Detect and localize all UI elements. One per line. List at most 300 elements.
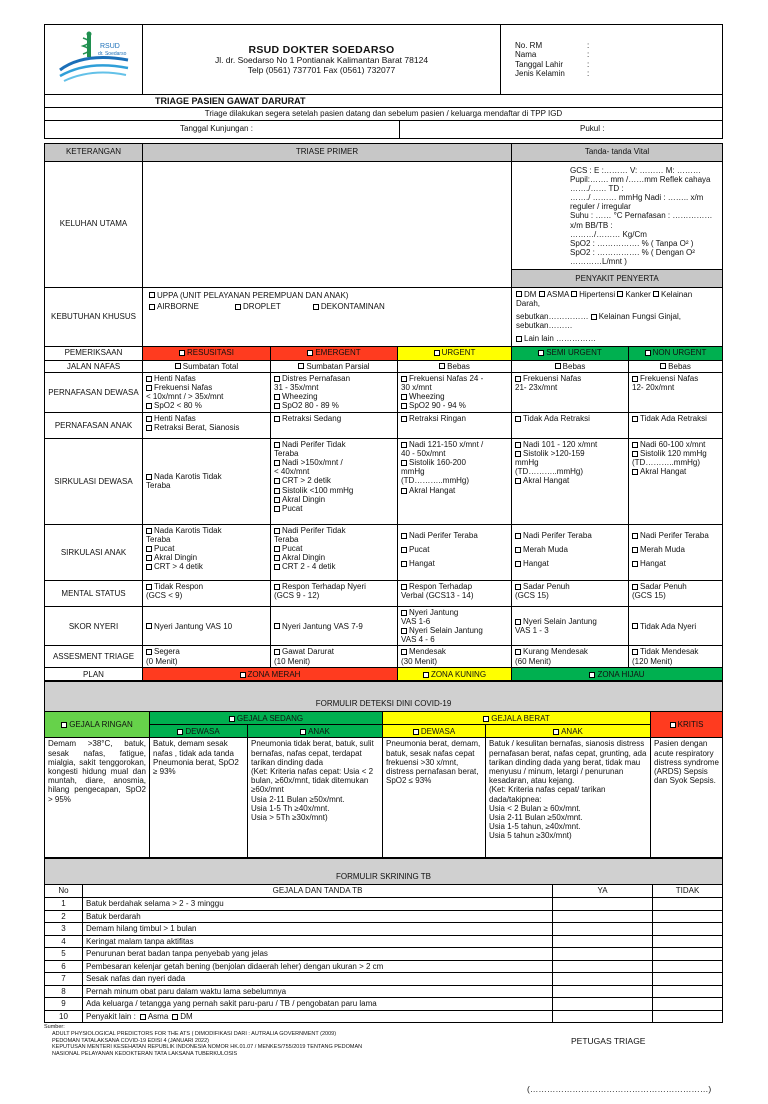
jenis-kelamin-value[interactable]: : bbox=[587, 68, 590, 78]
field-tanggal-lahir: Tanggal Lahir bbox=[515, 59, 564, 69]
droplet-label: DROPLET bbox=[243, 301, 281, 311]
criteria-checkbox[interactable] bbox=[632, 623, 638, 629]
criteria-label: Nyeri Jantung VAS 1-6 bbox=[401, 607, 459, 626]
tb-symptom bbox=[83, 1010, 553, 1023]
tb-tidak-cell[interactable] bbox=[653, 948, 723, 961]
kritis-criteria: Pasien dengan acute respiratory distress syndrome (ARDS) Sepsis dan Syok Sepsis. bbox=[651, 738, 723, 858]
kelainan-darah-detail[interactable]: sebutkan…………… bbox=[516, 311, 589, 321]
triage-cell bbox=[512, 524, 629, 580]
criteria-checkbox[interactable] bbox=[632, 547, 638, 553]
criteria-label: Hangat bbox=[523, 559, 549, 569]
col-tanda-vital: Tanda- tanda Vital bbox=[512, 143, 723, 161]
tb-ya-cell[interactable] bbox=[553, 1010, 653, 1023]
criteria-checkbox[interactable] bbox=[660, 363, 666, 369]
tb-symptom-label: Sesak nafas dan nyeri dada bbox=[86, 974, 186, 984]
lain-lain-label[interactable]: Lain lain …………… bbox=[524, 334, 597, 344]
kelainan-darah-checkbox[interactable] bbox=[653, 291, 659, 297]
asma-checkbox[interactable] bbox=[539, 291, 545, 297]
criteria-label: Tidak Ada Nyeri bbox=[640, 621, 697, 631]
nama-value[interactable]: : bbox=[587, 50, 590, 60]
triage-row-label: MENTAL STATUS bbox=[45, 580, 143, 606]
criteria-checkbox[interactable] bbox=[274, 564, 280, 570]
criteria-checkbox[interactable] bbox=[274, 488, 280, 494]
triage-cell bbox=[512, 360, 629, 372]
tb-ya-cell[interactable] bbox=[553, 935, 653, 948]
criteria-label: Sadar Penuh (GCS 15) bbox=[632, 581, 687, 600]
ref-3: KEPUTUSAN MENTERI KESEHATAN REPUBLIK INDONESIA NOMOR HK.01.07 / MENKES/755/2019 TENTANG PEDOMAN bbox=[52, 1044, 363, 1051]
berat-dewasa[interactable]: DEWASA bbox=[383, 725, 486, 738]
criteria-label: Nada Karotis Tidak Teraba bbox=[146, 525, 222, 544]
dekontaminan-checkbox[interactable] bbox=[313, 304, 319, 310]
criteria-checkbox[interactable] bbox=[401, 376, 407, 382]
level-urgent[interactable]: URGENT bbox=[398, 346, 512, 360]
criteria-checkbox[interactable] bbox=[632, 469, 638, 475]
ringan-criteria: Demam >38°C, batuk, sesak nafas, fatigue, mialgia, sakit tenggorokan, kongesti hidung mual dan muntah, diare, anosmia, hilang pengecapan, SpO2 > 95% bbox=[45, 738, 150, 858]
hospital-name: RSUD DOKTER SOEDARSO bbox=[248, 43, 395, 56]
criteria-checkbox[interactable] bbox=[515, 442, 521, 448]
hipertensi-checkbox[interactable] bbox=[571, 291, 577, 297]
kanker-label: Kanker bbox=[625, 289, 651, 299]
tb-ya-cell[interactable] bbox=[553, 973, 653, 986]
criteria-label: Nadi >150x/mnt / < 40x/mnt bbox=[274, 458, 343, 477]
tb-row-number: 1 bbox=[45, 898, 83, 911]
criteria-label: Segera (0 Menit) bbox=[146, 647, 180, 666]
covid-title: FORMULIR DETEKSI DINI COVID-19 bbox=[45, 696, 723, 712]
form-title: TRIAGE PASIEN GAWAT DARURAT bbox=[45, 95, 723, 108]
criteria-checkbox[interactable] bbox=[146, 416, 152, 422]
title-block bbox=[44, 95, 723, 139]
covid-detection-table bbox=[44, 681, 723, 858]
triage-cell bbox=[143, 524, 271, 580]
tb-symptom bbox=[83, 973, 553, 986]
tb-ya-cell[interactable] bbox=[553, 985, 653, 998]
criteria-label: Hangat bbox=[640, 559, 666, 569]
tb-tidak-cell[interactable] bbox=[653, 998, 723, 1011]
criteria-checkbox[interactable] bbox=[515, 416, 521, 422]
criteria-label: Tidak Ada Retraksi bbox=[523, 413, 590, 423]
tb-symptom bbox=[83, 998, 553, 1011]
criteria-label: Wheezing bbox=[409, 392, 445, 402]
penyakit-penyerta-title: PENYAKIT PENYERTA bbox=[512, 269, 723, 287]
gejala-ringan[interactable]: GEJALA RINGAN bbox=[45, 712, 150, 738]
criteria-checkbox[interactable] bbox=[146, 385, 152, 391]
criteria-label: SpO2 < 80 % bbox=[154, 401, 202, 411]
triage-form bbox=[44, 24, 722, 1104]
tb-row-number: 4 bbox=[45, 935, 83, 948]
criteria-checkbox[interactable] bbox=[401, 488, 407, 494]
criteria-checkbox[interactable] bbox=[146, 649, 152, 655]
criteria-label: Sistolik 160-200 mmHg (TD………..mmHg) bbox=[401, 458, 469, 486]
criteria-checkbox[interactable] bbox=[515, 584, 521, 590]
patient-identity bbox=[501, 25, 723, 95]
tb-tidak-cell[interactable] bbox=[653, 923, 723, 936]
tb-other-checkbox[interactable] bbox=[140, 1014, 146, 1020]
criteria-checkbox[interactable] bbox=[146, 555, 152, 561]
tb-row-number: 5 bbox=[45, 948, 83, 961]
col-triase-primer: TRIASE PRIMER bbox=[143, 143, 512, 161]
criteria-checkbox[interactable] bbox=[401, 628, 407, 634]
triage-cell bbox=[629, 524, 723, 580]
criteria-label: Distres Pernafasan 31 - 35x/mnt bbox=[274, 373, 351, 392]
criteria-checkbox[interactable] bbox=[146, 403, 152, 409]
criteria-label: Akral Dingin bbox=[282, 494, 326, 504]
gejala-kritis[interactable]: KRITIS bbox=[651, 712, 723, 738]
tb-row-number: 2 bbox=[45, 910, 83, 923]
criteria-checkbox[interactable] bbox=[274, 394, 280, 400]
dm-checkbox[interactable] bbox=[516, 291, 522, 297]
criteria-checkbox[interactable] bbox=[401, 561, 407, 567]
criteria-checkbox[interactable] bbox=[515, 619, 521, 625]
kebutuhan-khusus-label: KEBUTUHAN KHUSUS bbox=[45, 287, 143, 346]
tb-tidak-cell[interactable] bbox=[653, 898, 723, 911]
criteria-label: Respon Terhadap Nyeri (GCS 9 - 12) bbox=[274, 581, 366, 600]
ref-4: NASIONAL PELAYANAN KEDOKTERAN TATA LAKSANA TUBERKULOSIS bbox=[52, 1050, 238, 1057]
level-emergent[interactable]: EMERGENT bbox=[271, 346, 398, 360]
tb-symptom-label: Ada keluarga / tetangga yang pernah sakit paru-paru / TB / pengobatan paru lama bbox=[86, 999, 377, 1009]
criteria-checkbox[interactable] bbox=[274, 649, 280, 655]
airborne-label: AIRBORNE bbox=[157, 301, 199, 311]
criteria-checkbox[interactable] bbox=[401, 416, 407, 422]
tb-row-number: 8 bbox=[45, 985, 83, 998]
sedang-anak[interactable]: ANAK bbox=[248, 725, 383, 738]
keluhan-utama-input[interactable] bbox=[143, 161, 512, 287]
hospital-logo bbox=[45, 25, 143, 95]
criteria-label: Tidak Mendesak (120 Menit) bbox=[632, 647, 699, 666]
tb-symptom bbox=[83, 898, 553, 911]
covid-spacer bbox=[45, 682, 723, 696]
criteria-checkbox[interactable] bbox=[146, 546, 152, 552]
droplet-checkbox[interactable] bbox=[235, 304, 241, 310]
tb-ya-cell[interactable] bbox=[553, 923, 653, 936]
uppa-checkbox[interactable] bbox=[149, 292, 155, 298]
criteria-checkbox[interactable] bbox=[632, 533, 638, 539]
criteria-label: Nyeri Selain Jantung VAS 1 - 3 bbox=[515, 616, 597, 636]
tb-other-checkbox[interactable] bbox=[172, 1014, 178, 1020]
criteria-label: Pucat bbox=[409, 544, 430, 554]
tb-ya-cell[interactable] bbox=[553, 948, 653, 961]
triage-cell bbox=[512, 438, 629, 524]
criteria-label: Nyeri Selain Jantung VAS 4 - 6 bbox=[401, 626, 483, 645]
sedang-dewasa[interactable]: DEWASA bbox=[150, 725, 248, 738]
tb-tidak-cell[interactable] bbox=[653, 985, 723, 998]
criteria-label: Pucat bbox=[154, 544, 175, 554]
tb-tidak-cell[interactable] bbox=[653, 973, 723, 986]
field-nama: Nama bbox=[515, 50, 537, 60]
criteria-checkbox[interactable] bbox=[274, 506, 280, 512]
tb-other-label: Asma bbox=[147, 1011, 169, 1021]
triage-row-label: SIRKULASI DEWASA bbox=[45, 438, 143, 524]
keluhan-utama-label: KELUHAN UTAMA bbox=[45, 161, 143, 287]
level-resusitasi[interactable]: RESUSITASI bbox=[143, 346, 271, 360]
tb-title: FORMULIR SKRINING TB bbox=[45, 869, 723, 885]
signature-line[interactable]: (………………………………………………………) bbox=[527, 1084, 712, 1095]
criteria-checkbox[interactable] bbox=[146, 623, 152, 629]
kelainan-ginjal-label[interactable]: Kelainan Fungsi Ginjal, sebutkan……… bbox=[516, 311, 681, 331]
berat-anak[interactable]: ANAK bbox=[486, 725, 651, 738]
triage-cell bbox=[512, 606, 629, 646]
criteria-label: CRT 2 - 4 detik bbox=[282, 562, 336, 572]
triage-cell bbox=[512, 372, 629, 412]
criteria-checkbox[interactable] bbox=[146, 528, 152, 534]
tb-symptom bbox=[83, 923, 553, 936]
criteria-checkbox[interactable] bbox=[274, 442, 280, 448]
kebutuhan-khusus-options bbox=[143, 287, 512, 346]
criteria-checkbox[interactable] bbox=[515, 547, 521, 553]
tb-ya-cell[interactable] bbox=[553, 898, 653, 911]
triage-cell bbox=[271, 412, 398, 438]
triage-cell bbox=[271, 438, 398, 524]
tb-symptom-label: Penyakit lain : bbox=[86, 1011, 136, 1021]
criteria-checkbox[interactable] bbox=[274, 528, 280, 534]
triage-cell bbox=[271, 606, 398, 646]
criteria-checkbox[interactable] bbox=[401, 460, 407, 466]
criteria-label: Hangat bbox=[409, 559, 435, 569]
criteria-checkbox[interactable] bbox=[401, 610, 407, 616]
triage-row-label: SKOR NYERI bbox=[45, 606, 143, 646]
criteria-label: Nadi Perifer Teraba bbox=[640, 530, 709, 540]
triage-cell bbox=[143, 580, 271, 606]
triage-cell bbox=[512, 412, 629, 438]
tb-ya-cell[interactable] bbox=[553, 998, 653, 1011]
triage-cell bbox=[398, 606, 512, 646]
triage-cell bbox=[271, 580, 398, 606]
tb-tidak-cell[interactable] bbox=[653, 935, 723, 948]
criteria-label: Nyeri Jantung VAS 10 bbox=[154, 621, 233, 631]
kelainan-darah-label: Kelainan Darah, bbox=[516, 289, 693, 308]
criteria-checkbox[interactable] bbox=[274, 403, 280, 409]
tanggal-lahir-value[interactable]: : bbox=[587, 59, 590, 69]
tb-symptom bbox=[83, 960, 553, 973]
tb-symptom-label: Batuk berdarah bbox=[86, 911, 141, 921]
criteria-label: Frekuensi Nafas 21- 23x/mnt bbox=[515, 373, 582, 392]
criteria-checkbox[interactable] bbox=[439, 363, 445, 369]
criteria-label: SpO2 80 - 89 % bbox=[282, 401, 339, 411]
criteria-label: CRT > 2 detik bbox=[282, 476, 331, 486]
criteria-checkbox[interactable] bbox=[401, 649, 407, 655]
criteria-label: Sumbatan Parsial bbox=[306, 361, 370, 371]
tb-symptom bbox=[83, 910, 553, 923]
criteria-checkbox[interactable] bbox=[274, 623, 280, 629]
triage-cell bbox=[271, 524, 398, 580]
criteria-checkbox[interactable] bbox=[401, 533, 407, 539]
tb-tidak-cell[interactable] bbox=[653, 1010, 723, 1023]
criteria-checkbox[interactable] bbox=[146, 425, 152, 431]
criteria-checkbox[interactable] bbox=[274, 478, 280, 484]
zona-merah[interactable]: ZONA MERAH bbox=[143, 668, 398, 681]
hospital-address: Jl. dr. Soedarso No 1 Pontianak Kalimantan Barat 78124 bbox=[214, 54, 429, 65]
criteria-label: Tidak Ada Retraksi bbox=[640, 413, 707, 423]
criteria-checkbox[interactable] bbox=[274, 376, 280, 382]
triage-cell bbox=[143, 606, 271, 646]
hipertensi-label: Hipertensi bbox=[579, 289, 616, 299]
sedang-anak-criteria: Pneumonia tidak berat, batuk, sulit bernafas, nafas cepat, terdapat tarikan dinding dada (Ket: Kriteria nafas cepat: Usia < 2 bulan, ≥60x/mnt, tidak ditemukan ≥60x/mnt Usia 2-11 Bulan ≥50x/mnt. Usia 1-5 Th ≥40x/mnt. Usia > 5Th ≥30x/mnt) bbox=[248, 738, 383, 858]
tb-tidak-cell[interactable] bbox=[653, 960, 723, 973]
criteria-label: Frekuensi Nafas < 10x/mnt / > 35x/mnt bbox=[146, 382, 224, 402]
criteria-checkbox[interactable] bbox=[632, 584, 638, 590]
dekontaminan-label: DEKONTAMINAN bbox=[320, 301, 385, 311]
berat-anak-criteria: Batuk / kesulitan bernafas, sianosis distress pernafasan berat, nafas cepat, grunting, ada tarikan dinding dada yang berat, tidak mau menyusu / minum, letargi / penurunan kesadaran, atau kejang. (Ket: Kriteria nafas cepat/ tarikan dada/takipnea: Usia < 2 Bulan ≥ 60x/mnt. Usia 2-11 Bulan ≥50x/mnt. Usia 1-5 tahun, ≥40x/mnt. Usia 5 tahun ≥30x/mnt) bbox=[486, 738, 651, 858]
kelainan-ginjal-checkbox[interactable] bbox=[591, 314, 597, 320]
criteria-checkbox[interactable] bbox=[401, 403, 407, 409]
criteria-checkbox[interactable] bbox=[274, 416, 280, 422]
criteria-checkbox[interactable] bbox=[515, 451, 521, 457]
criteria-checkbox[interactable] bbox=[515, 533, 521, 539]
no-rm-value[interactable]: : bbox=[587, 41, 590, 51]
ref-2: PEDOMAN TATALAKSANA COVID-19 EDISI 4 (JANUARI 2022) bbox=[52, 1037, 209, 1044]
vital-bb-tb: ………/……… Kg/Cm bbox=[570, 229, 647, 239]
rsud-logo-icon bbox=[54, 30, 134, 86]
criteria-checkbox[interactable] bbox=[632, 561, 638, 567]
criteria-checkbox[interactable] bbox=[401, 394, 407, 400]
criteria-label: Retraksi Ringan bbox=[409, 413, 466, 423]
criteria-label: Wheezing bbox=[282, 392, 318, 402]
criteria-checkbox[interactable] bbox=[632, 376, 638, 382]
criteria-label: Bebas bbox=[562, 361, 586, 371]
criteria-checkbox[interactable] bbox=[146, 376, 152, 382]
triage-cell bbox=[629, 360, 723, 372]
triage-cell bbox=[398, 646, 512, 668]
triage-cell bbox=[398, 360, 512, 372]
criteria-checkbox[interactable] bbox=[274, 497, 280, 503]
criteria-checkbox[interactable] bbox=[515, 478, 521, 484]
triage-cell bbox=[512, 646, 629, 668]
triage-cell bbox=[398, 372, 512, 412]
berat-dewasa-criteria: Pneumonia berat, demam, batuk, sesak nafas cepat frekuensi >30 x/mnt, distress pernafasan berat, SpO2 ≤ 93% bbox=[383, 738, 486, 858]
criteria-checkbox[interactable] bbox=[146, 564, 152, 570]
criteria-checkbox[interactable] bbox=[274, 584, 280, 590]
criteria-label: Nadi Perifer Tidak Teraba bbox=[274, 525, 346, 544]
triage-cell bbox=[629, 580, 723, 606]
criteria-checkbox[interactable] bbox=[515, 376, 521, 382]
criteria-label: Sistolik >120-159 mmHg (TD………..mmHg) bbox=[515, 448, 585, 477]
criteria-checkbox[interactable] bbox=[632, 442, 638, 448]
visit-time-field[interactable]: Pukul : bbox=[400, 120, 723, 138]
tb-row-number: 3 bbox=[45, 923, 83, 936]
criteria-label: Merah Muda bbox=[640, 544, 685, 554]
criteria-label: Akral Hangat bbox=[640, 467, 687, 477]
criteria-checkbox[interactable] bbox=[515, 561, 521, 567]
criteria-label: Nadi 60-100 x/mnt bbox=[640, 439, 706, 449]
kanker-checkbox[interactable] bbox=[617, 291, 623, 297]
criteria-checkbox[interactable] bbox=[515, 649, 521, 655]
pemeriksaan-label: PEMERIKSAAN bbox=[45, 346, 143, 360]
vital-signs[interactable] bbox=[512, 161, 723, 269]
tb-ya-cell[interactable] bbox=[553, 910, 653, 923]
tb-row-number: 6 bbox=[45, 960, 83, 973]
tb-symptom-label: Pembesaran kelenjar getah bening (benjolan didaerah leher) dengan ukuran > 2 cm bbox=[86, 961, 384, 971]
tb-col-no: No bbox=[45, 885, 83, 898]
criteria-checkbox[interactable] bbox=[401, 547, 407, 553]
tb-screening-table bbox=[44, 858, 723, 1023]
tb-col-ya: YA bbox=[553, 885, 653, 898]
airborne-checkbox[interactable] bbox=[149, 304, 155, 310]
tb-symptom bbox=[83, 935, 553, 948]
criteria-checkbox[interactable] bbox=[274, 460, 280, 466]
triage-cell bbox=[512, 580, 629, 606]
vital-pupil: Pupil:……. mm /……mm Reflek cahaya ……./…… TD : bbox=[570, 174, 711, 193]
level-non-urgent[interactable]: NON URGENT bbox=[629, 346, 723, 360]
criteria-checkbox[interactable] bbox=[274, 555, 280, 561]
criteria-label: Sistolik 120 mmHg (TD………..mmHg) bbox=[632, 448, 707, 468]
lain-lain-checkbox[interactable] bbox=[516, 336, 522, 342]
criteria-label: Pucat bbox=[282, 504, 303, 514]
criteria-checkbox[interactable] bbox=[298, 363, 304, 369]
criteria-label: Nada Karotis Tidak Teraba bbox=[146, 472, 222, 491]
criteria-checkbox[interactable] bbox=[555, 363, 561, 369]
criteria-label: Pucat bbox=[282, 544, 303, 554]
criteria-label: Nadi 121-150 x/mnt / 40 - 50x/mnt bbox=[401, 439, 484, 458]
criteria-checkbox[interactable] bbox=[274, 546, 280, 552]
triage-cell bbox=[143, 412, 271, 438]
triage-cell bbox=[271, 360, 398, 372]
triage-primer-table bbox=[44, 143, 723, 682]
tb-ya-cell[interactable] bbox=[553, 960, 653, 973]
hospital-phone: Telp (0561) 737701 Fax (0561) 732077 bbox=[247, 64, 396, 75]
vital-td-nadi: ……./ ……… mmHg Nadi : …….. x/m reguler / irregular bbox=[570, 193, 704, 212]
visit-date-field[interactable]: Tanggal Kunjungan : bbox=[45, 120, 400, 138]
triage-cell bbox=[143, 646, 271, 668]
criteria-label: Kurang Mendesak (60 Menit) bbox=[515, 647, 588, 666]
triage-cell bbox=[629, 372, 723, 412]
criteria-checkbox[interactable] bbox=[632, 649, 638, 655]
tb-col-gejala: GEJALA DAN TANDA TB bbox=[83, 885, 553, 898]
criteria-label: Nadi Perifer Teraba bbox=[409, 530, 478, 540]
gejala-berat[interactable]: GEJALA BERAT bbox=[383, 712, 651, 725]
triage-criteria-rows bbox=[45, 360, 723, 668]
ref-1: ADULT PHYSIOLOGICAL PREDICTORS FOR THE ATS ( DIMODIFIKASI DARI : AUTRALIA GOVERNMENT (2009) bbox=[52, 1031, 337, 1038]
triage-row-label: PERNAFASAN DEWASA bbox=[45, 372, 143, 412]
triage-cell bbox=[398, 580, 512, 606]
criteria-label: SpO2 90 - 94 % bbox=[409, 401, 466, 411]
tb-row-number: 7 bbox=[45, 973, 83, 986]
criteria-checkbox[interactable] bbox=[632, 416, 638, 422]
criteria-label: Sumbatan Total bbox=[182, 361, 239, 371]
tb-row-number: 9 bbox=[45, 998, 83, 1011]
criteria-checkbox[interactable] bbox=[632, 451, 638, 457]
triage-row-label: ASSESMENT TRIAGE bbox=[45, 646, 143, 668]
criteria-checkbox[interactable] bbox=[146, 584, 152, 590]
field-no-rm: No. RM bbox=[515, 41, 543, 51]
col-keterangan: KETERANGAN bbox=[45, 143, 143, 161]
zona-hijau[interactable]: ZONA HIJAU bbox=[512, 668, 723, 681]
tb-rows bbox=[45, 898, 723, 1023]
zona-kuning[interactable]: ZONA KUNING bbox=[398, 668, 512, 681]
criteria-label: Retraksi Sedang bbox=[282, 413, 342, 423]
triage-cell bbox=[271, 646, 398, 668]
tb-symptom-label: Batuk berdahak selama > 2 - 3 minggu bbox=[86, 899, 224, 909]
tb-symptom-label: Demam hilang timbul > 1 bulan bbox=[86, 924, 197, 934]
criteria-checkbox[interactable] bbox=[401, 584, 407, 590]
triage-row-label: JALAN NAFAS bbox=[45, 360, 143, 372]
criteria-checkbox[interactable] bbox=[175, 363, 181, 369]
tb-tidak-cell[interactable] bbox=[653, 910, 723, 923]
tb-symptom bbox=[83, 985, 553, 998]
criteria-label: Henti Nafas bbox=[154, 373, 196, 383]
gejala-sedang[interactable]: GEJALA SEDANG bbox=[150, 712, 383, 725]
criteria-checkbox[interactable] bbox=[401, 442, 407, 448]
criteria-label: Retraksi Berat, Sianosis bbox=[154, 422, 240, 432]
triage-cell bbox=[398, 438, 512, 524]
criteria-label: Nyeri Jantung VAS 7-9 bbox=[282, 621, 363, 631]
level-semi-urgent[interactable]: SEMI URGENT bbox=[512, 346, 629, 360]
criteria-label: CRT > 4 detik bbox=[154, 562, 203, 572]
criteria-label: Nadi Perifer Tidak Teraba bbox=[274, 439, 346, 458]
tb-symptom-label: Pernah minum obat paru dalam waktu lama sebelumnya bbox=[86, 986, 287, 996]
triage-cell bbox=[629, 438, 723, 524]
uppa-label: UPPA (UNIT PELAYANAN PEREMPUAN DAN ANAK) bbox=[157, 290, 349, 300]
triage-cell bbox=[271, 372, 398, 412]
criteria-checkbox[interactable] bbox=[146, 474, 152, 480]
